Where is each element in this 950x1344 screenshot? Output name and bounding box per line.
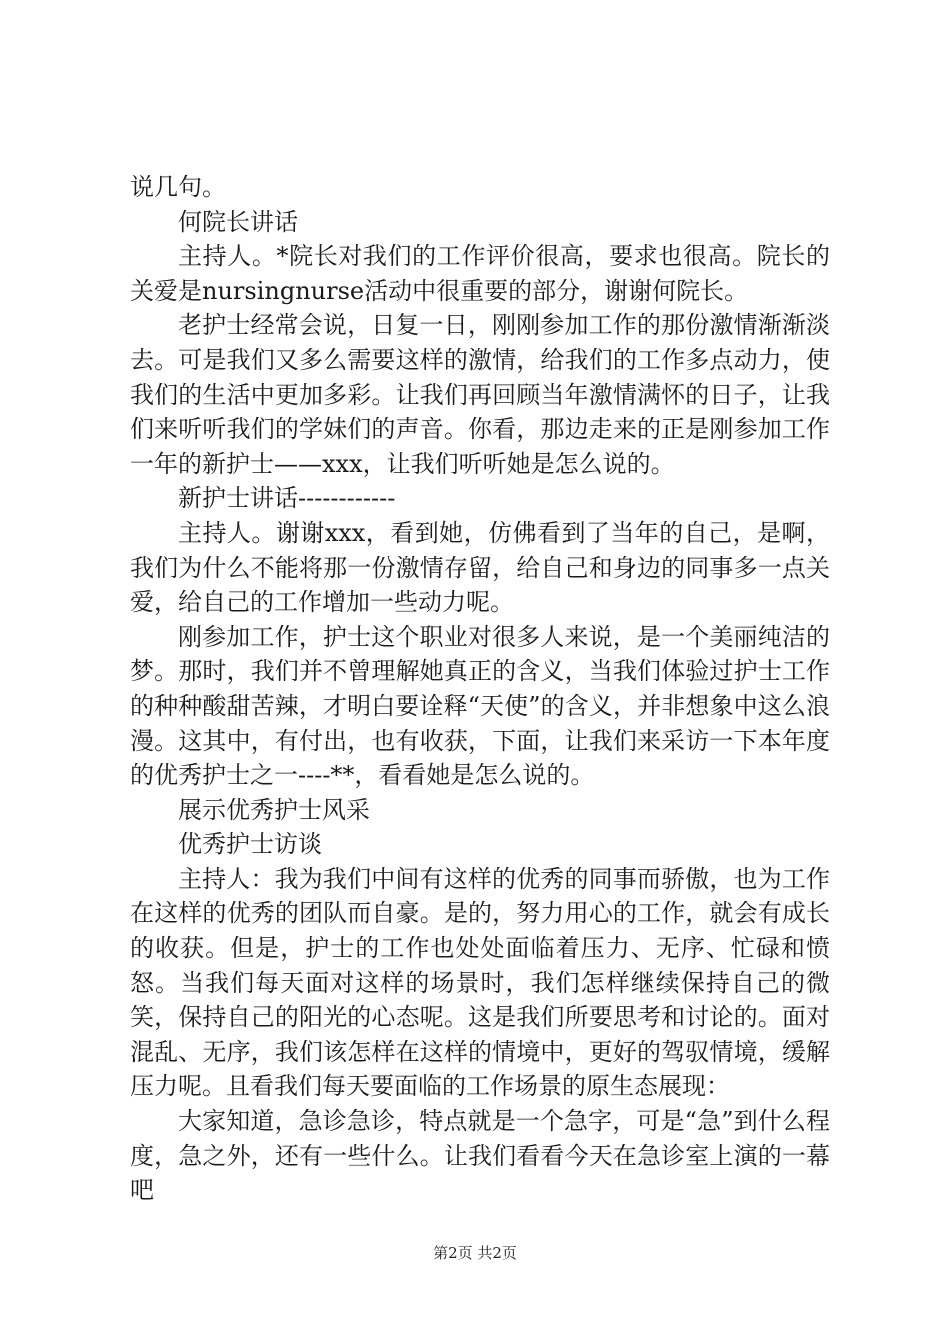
paragraph: 何院长讲话 xyxy=(178,207,298,236)
paragraph: 优秀护士访谈 xyxy=(178,830,322,859)
paragraph: 说几句。 xyxy=(130,173,226,201)
paragraph: 主持人。谢谢xxx，看到她，仿佛看到了当年的自己，是啊，我们为什么不能将那一份激情存留，给自己和身边的同事多一点关爱，给自己的工作增加一些动力呢。 xyxy=(130,518,830,617)
paragraph: 主持人。*院长对我们的工作评价很高，要求也很高。院长的关爱是nursingnurse活动中很重要的部分，谢谢何院长。 xyxy=(130,242,830,305)
page-number-footer: 第2页 共2页 xyxy=(433,1244,517,1262)
paragraph: 刚参加工作，护士这个职业对很多人来说，是一个美丽纯洁的梦。那时，我们并不曾理解她真正的含义，当我们体验过护士工作的种种酸甜苦辣，才明白要诠释“天使”的含义，并非想象中这么浪漫。这其中，有付出，也有收获，下面，让我们来采访一下本年度的优秀护士之一----**，看看她是怎么说的。 xyxy=(130,622,830,790)
document-body xyxy=(130,170,830,1208)
paragraph: 老护士经常会说，日复一日，刚刚参加工作的那份激情渐渐淡去。可是我们又多么需要这样的激情，给我们的工作多点动力，使我们的生活中更加多彩。让我们再回顾当年激情满怀的日子，让我们来听听我们的学妹们的声音。你看，那边走来的正是刚参加工作一年的新护士——xxx，让我们听听她是怎么说的。 xyxy=(130,311,830,478)
paragraph: 主持人：我为我们中间有这样的优秀的同事而骄傲，也为工作在这样的优秀的团队而自豪。是的，努力用心的工作，就会有成长的收获。但是，护士的工作也处处面临着压力、无序、忙碌和愤怒。当我们每天面对这样的场景时，我们怎样继续保持自己的微笑，保持自己的阳光的心态呢。这是我们所要思考和讨论的。面对混乱、无序，我们该怎样在这样的情境中，更好的驾驭情境，缓解压力呢。且看我们每天要面临的工作场景的原生态展现： xyxy=(130,864,830,1101)
paragraph: 新护士讲话------------ xyxy=(178,484,396,513)
paragraph: 大家知道，急诊急诊，特点就是一个急字，可是“急”到什么程度，急之外，还有一些什么。让我们看看今天在急诊室上演的一幕吧 xyxy=(130,1107,830,1205)
paragraph: 展示优秀护士风采 xyxy=(178,795,370,824)
